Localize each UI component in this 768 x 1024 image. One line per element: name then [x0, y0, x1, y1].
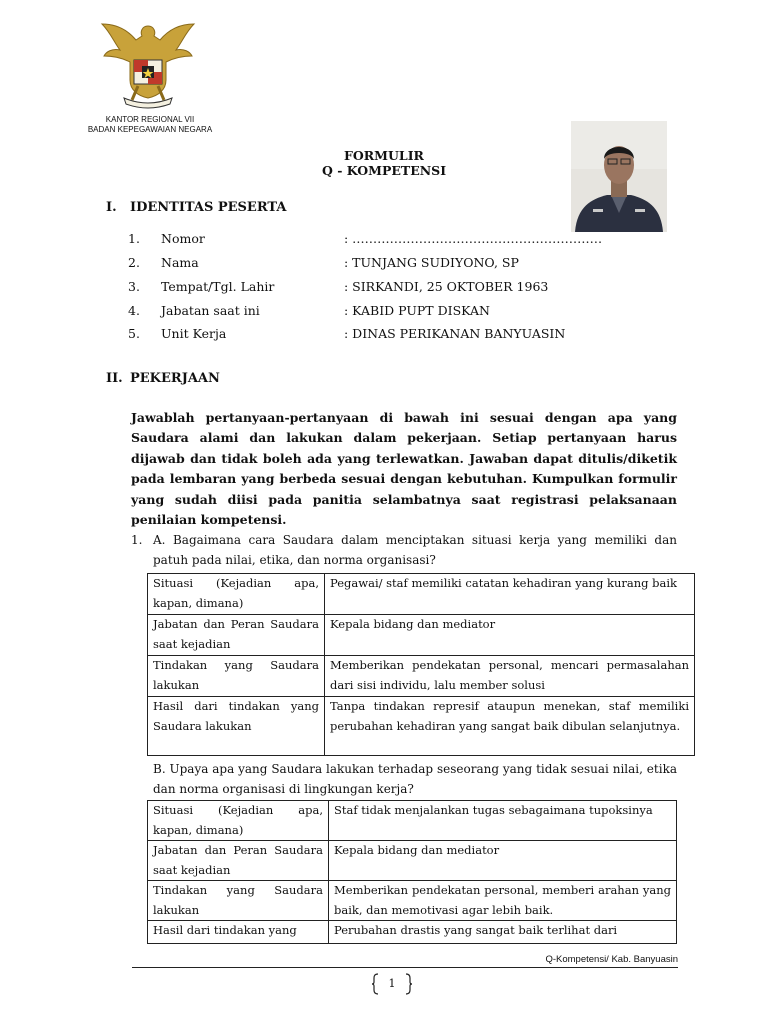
table-row [148, 656, 695, 697]
table-label-cell: Jabatan dan Peran Saudara saat kejadian [148, 841, 329, 881]
page-number-value: 1 [388, 977, 396, 990]
table-label-cell: Hasil dari tindakan yang Saudara lakukan [148, 697, 325, 756]
table-label-cell: Jabatan dan Peran Saudara saat kejadian [148, 615, 325, 656]
table-label-cell: Tindakan yang Saudara lakukan [148, 881, 329, 921]
row-label: Jabatan saat ini [161, 303, 260, 318]
row-label: Nama [161, 255, 199, 270]
table-answer-cell: Pegawai/ staf memiliki catatan kehadiran yang kurang baik [325, 574, 695, 615]
footer-divider [132, 967, 678, 968]
form-subtitle: Q - KOMPETENSI [321, 163, 447, 178]
row-number: 4. [128, 303, 140, 318]
office-name-line1: KANTOR REGIONAL VII [105, 115, 195, 124]
garuda-emblem-icon [96, 18, 200, 112]
table-label-cell: Situasi (Kejadian apa, kapan, dimana) [148, 801, 329, 841]
row-label: Tempat/Tgl. Lahir [161, 279, 275, 294]
row-value: : TUNJANG SUDIYONO, SP [344, 255, 519, 270]
table-label-cell: Situasi (Kejadian apa, kapan, dimana) [148, 574, 325, 615]
section1-title: IDENTITAS PESERTA [130, 200, 287, 215]
row-label: Nomor [161, 231, 205, 246]
question-1b-text: B. Upaya apa yang Saudara lakukan terhadap seseorang yang tidak sesuai nilai, etika dan norma organisasi di lingkungan kerja? [153, 762, 677, 796]
answer-table-1a [147, 573, 695, 756]
row-value: : DINAS PERIKANAN BANYUASIN [344, 326, 566, 341]
table-row [148, 881, 677, 921]
table-row [148, 841, 677, 881]
table-row [148, 615, 695, 656]
table-row [148, 921, 677, 944]
table-answer-cell: Tanpa tindakan represif ataupun menekan, staf memiliki perubahan kehadiran yang sangat baik dibulan selanjutnya. [325, 697, 695, 756]
table-row [148, 574, 695, 615]
row-number: 5. [128, 326, 140, 341]
form-title: FORMULIR [344, 148, 424, 163]
table-answer-cell: Memberikan pendekatan personal, memberi arahan yang baik, dan memotivasi agar lebih baik. [329, 881, 677, 921]
question-number: 1. [131, 533, 143, 547]
footer-text: Q-Kompetensi/ Kab. Banyuasin [545, 954, 678, 965]
question-1a-text: A. Bagaimana cara Saudara dalam menciptakan situasi kerja yang memiliki dan patuh pada nilai, etika, dan norma organisasi? [153, 533, 677, 567]
row-value: : SIRKANDI, 25 OKTOBER 1963 [344, 279, 549, 294]
table-answer-cell: Kepala bidang dan mediator [325, 615, 695, 656]
section2-title: PEKERJAAN [130, 371, 220, 386]
section1-number: I. [106, 200, 117, 215]
table-answer-cell: Perubahan drastis yang sangat baik terlihat dari [329, 921, 677, 944]
office-name-line2: BADAN KEPEGAWAIAN NEGARA [87, 125, 213, 134]
table-answer-cell: Staf tidak menjalankan tugas sebagaimana tupoksinya [329, 801, 677, 841]
row-value: : …………………………………………………… [344, 231, 603, 246]
row-number: 1. [128, 231, 140, 246]
table-label-cell: Hasil dari tindakan yang [148, 921, 329, 944]
page-number [372, 975, 412, 988]
instructions-paragraph: Jawablah pertanyaan-pertanyaan di bawah ini sesuai dengan apa yang Saudara alami dan lakukan dalam pekerjaan. Setiap pertanyaan harus dijawab dan tidak boleh ada yang terlewatkan. Jawaban dapat ditulis/diketik pada lembaran yang berbeda sesuai dengan kebutuhan. Kumpulkan formulir yang sudah diisi pada panitia selambatnya saat registrasi pelaksanaan penilaian kompetensi. [131, 410, 677, 528]
row-number: 2. [128, 255, 140, 270]
answer-table-1b [147, 800, 677, 944]
table-answer-cell: Memberikan pendekatan personal, mencari permasalahan dari sisi individu, lalu member solusi [325, 656, 695, 697]
row-number: 3. [128, 279, 140, 294]
table-answer-cell: Kepala bidang dan mediator [329, 841, 677, 881]
row-value: : KABID PUPT DISKAN [344, 303, 490, 318]
section2-heading [106, 371, 220, 386]
table-row [148, 697, 695, 756]
row-label: Unit Kerja [161, 326, 227, 341]
table-row [148, 801, 677, 841]
table-label-cell: Tindakan yang Saudara lakukan [148, 656, 325, 697]
section2-number: II. [106, 371, 123, 386]
section1-heading [106, 200, 286, 215]
